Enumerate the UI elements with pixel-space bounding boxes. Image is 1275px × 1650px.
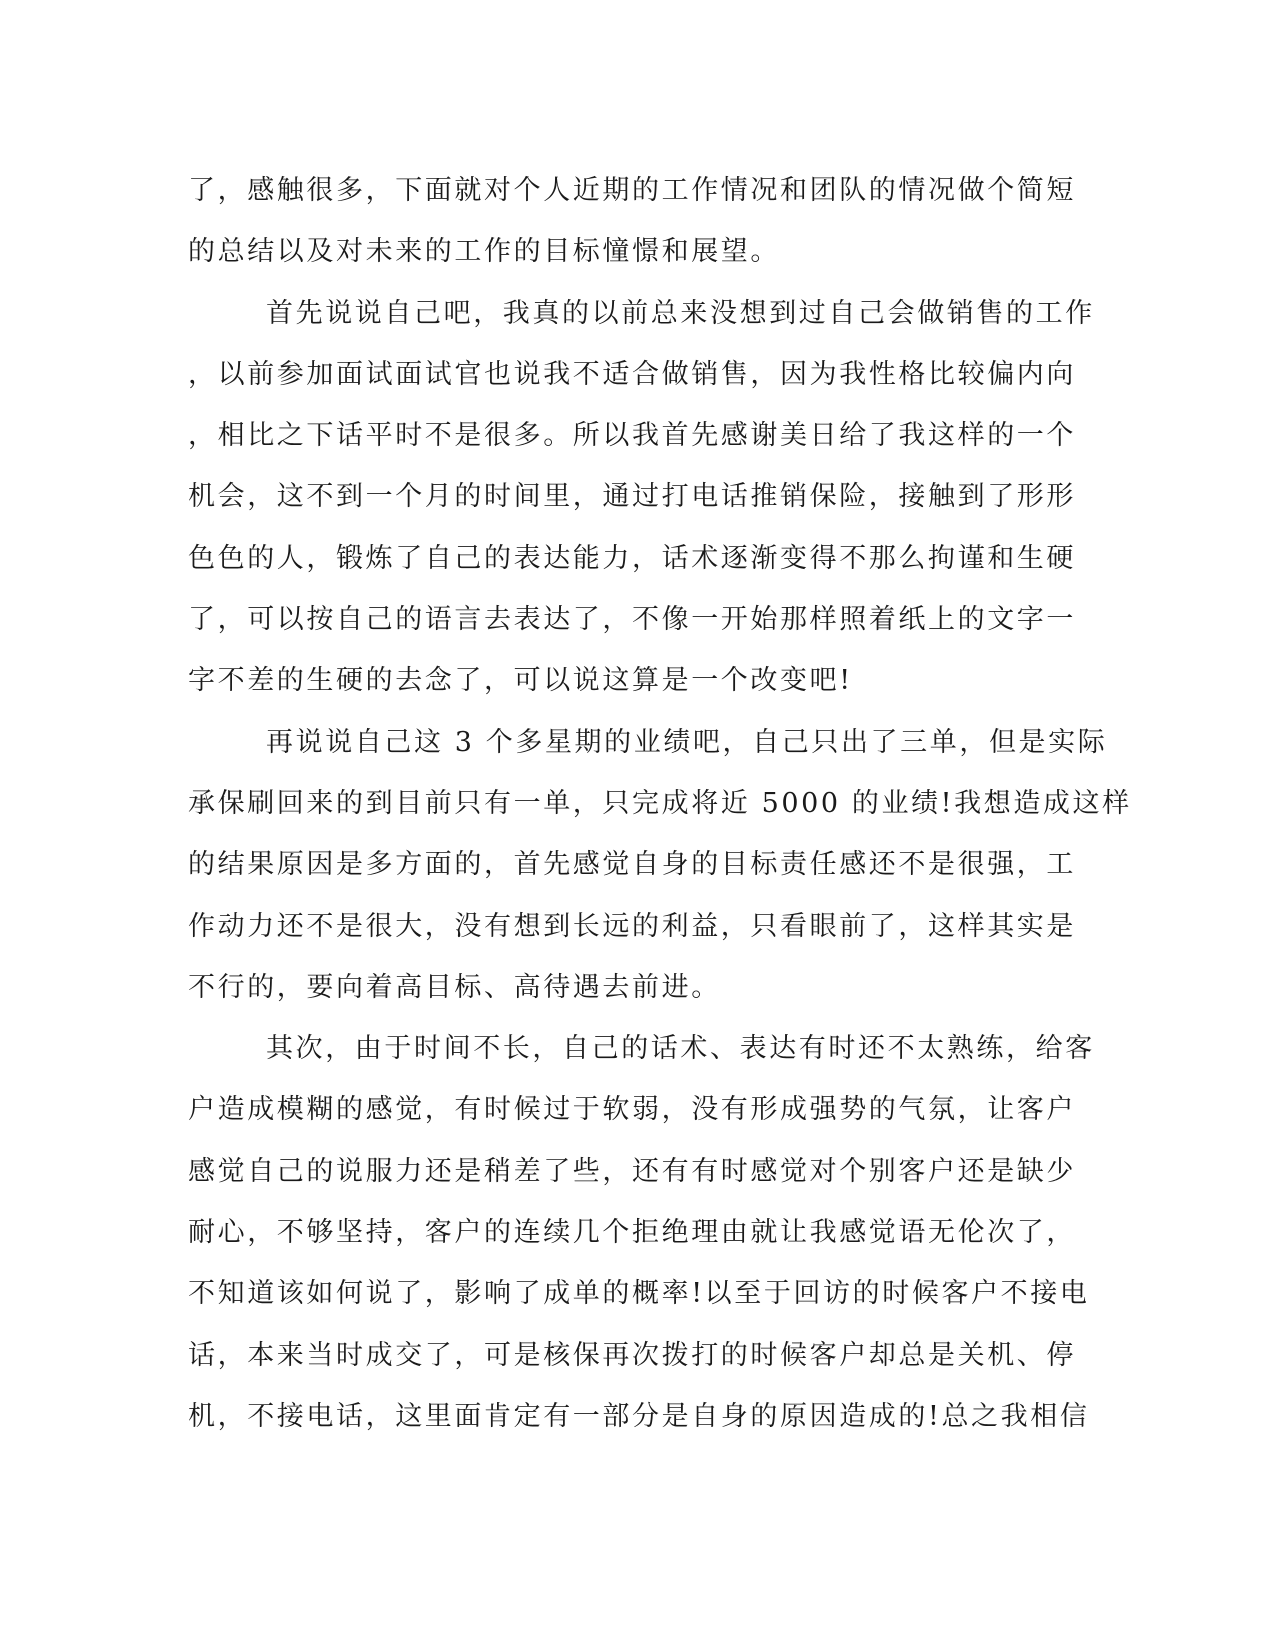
text-line: 作动力还不是很大，没有想到长远的利益，只看眼前了，这样其实是 — [188, 910, 1076, 942]
text-line: 话，本来当时成交了，可是核保再次拨打的时候客户却总是关机、停 — [188, 1339, 1076, 1371]
text-line: 了，可以按自己的语言去表达了，不像一开始那样照着纸上的文字一 — [188, 604, 1076, 636]
text-line: 户造成模糊的感觉，有时候过于软弱，没有形成强势的气氛，让客户 — [188, 1094, 1076, 1126]
text-line: 承保刷回来的到目前只有一单，只完成将近 5000 的业绩!我想造成这样 — [188, 787, 1132, 819]
text-line: 感觉自己的说服力还是稍差了些，还有有时感觉对个别客户还是缺少 — [188, 1155, 1076, 1187]
paragraph-first-line: 再说说自己这 3 个多星期的业绩吧，自己只出了三单，但是实际 — [266, 726, 1108, 758]
text-line: ，以前参加面试面试官也说我不适合做销售，因为我性格比较偏内向 — [188, 358, 1076, 390]
text-line: 的总结以及对未来的工作的目标憧憬和展望。 — [188, 236, 780, 268]
text-line: 机会，这不到一个月的时间里，通过打电话推销保险，接触到了形形 — [188, 481, 1076, 513]
document-body — [188, 160, 1132, 1447]
text-line: 耐心，不够坚持，客户的连续几个拒绝理由就让我感觉语无伦次了， — [188, 1217, 1076, 1249]
text-line: 字不差的生硬的去念了，可以说这算是一个改变吧! — [188, 665, 853, 697]
text-line: ，相比之下话平时不是很多。所以我首先感谢美日给了我这样的一个 — [188, 420, 1076, 452]
paragraph-first-line: 其次，由于时间不长，自己的话术、表达有时还不太熟练，给客 — [266, 1033, 1095, 1065]
text-line: 的结果原因是多方面的，首先感觉自身的目标责任感还不是很强，工 — [188, 849, 1076, 881]
text-line: 机，不接电话，这里面肯定有一部分是自身的原因造成的!总之我相信 — [188, 1400, 1090, 1432]
text-line: 不行的，要向着高目标、高待遇去前进。 — [188, 971, 721, 1003]
text-line: 色色的人，锻炼了自己的表达能力，话术逐渐变得不那么拘谨和生硬 — [188, 542, 1076, 574]
text-line: 了，感触很多，下面就对个人近期的工作情况和团队的情况做个简短 — [188, 175, 1076, 206]
text-line: 不知道该如何说了，影响了成单的概率!以至于回访的时候客户不接电 — [188, 1278, 1090, 1310]
paragraph-first-line: 首先说说自己吧，我真的以前总来没想到过自己会做销售的工作 — [266, 297, 1095, 329]
